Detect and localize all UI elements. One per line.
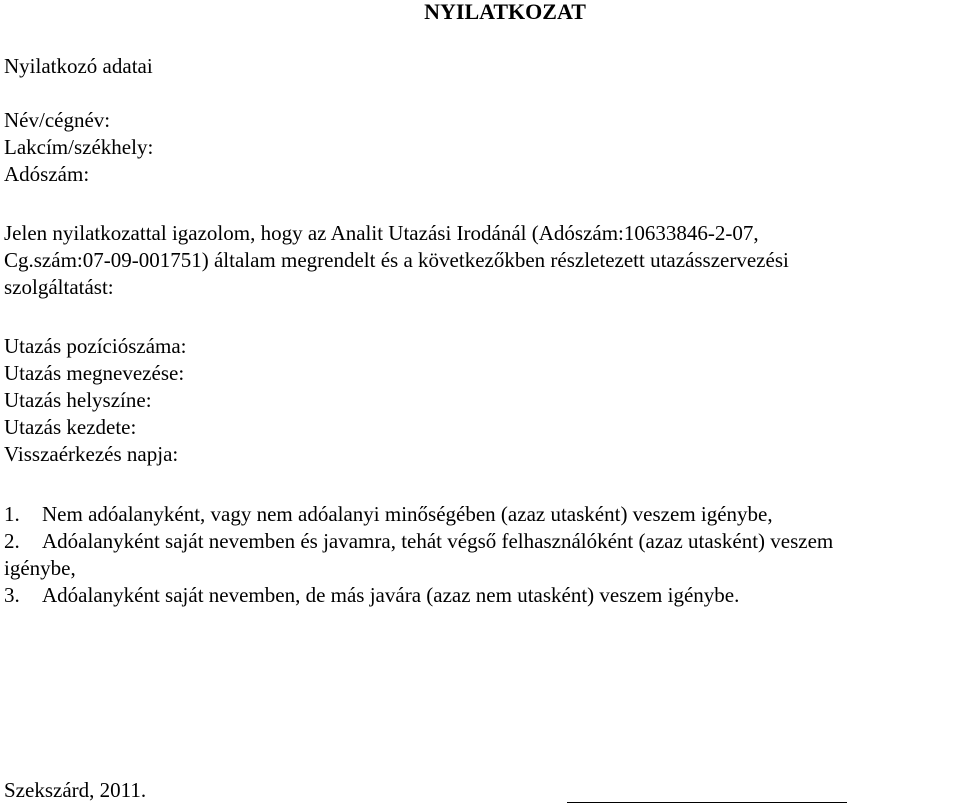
- place-and-date: Szekszárd, 2011.: [4, 778, 147, 802]
- trip-start-label: Utazás kezdete:: [4, 415, 137, 439]
- option-number: 2.: [4, 529, 20, 553]
- name-field-label: Név/cégnév:: [4, 108, 111, 132]
- statement-line-2: Cg.szám:07-09-001751) általam megrendelt és a következőkben részletezett utazásszervezési: [4, 248, 789, 272]
- option-text: Adóalanyként saját nevemben és javamra, tehát végső felhasználóként (azaz utasként) veszem: [42, 529, 834, 553]
- option-item-2: [4, 528, 833, 555]
- return-date-label: Visszaérkezés napja:: [4, 442, 179, 466]
- signature-line: [567, 802, 847, 803]
- document-title: NYILATKOZAT: [424, 0, 586, 24]
- option-item-3: [4, 582, 739, 609]
- option-number: 3.: [4, 583, 20, 607]
- option-item-1: [4, 501, 773, 528]
- trip-position-number-label: Utazás pozíciószáma:: [4, 334, 187, 358]
- address-field-label: Lakcím/székhely:: [4, 135, 154, 159]
- option-text: Nem adóalanyként, vagy nem adóalanyi minőségében (azaz utasként) veszem igénybe,: [42, 502, 773, 526]
- trip-name-label: Utazás megnevezése:: [4, 361, 185, 385]
- option-item-2-continuation: igénybe,: [4, 556, 76, 580]
- tax-number-field-label: Adószám:: [4, 162, 90, 186]
- trip-location-label: Utazás helyszíne:: [4, 388, 152, 412]
- declarant-heading: Nyilatkozó adatai: [4, 54, 153, 78]
- option-text: Adóalanyként saját nevemben, de más javára (azaz nem utasként) veszem igénybe.: [42, 583, 740, 607]
- statement-line-3: szolgáltatást:: [4, 275, 114, 299]
- statement-line-1: Jelen nyilatkozattal igazolom, hogy az Analit Utazási Irodánál (Adószám:10633846-2-07,: [4, 221, 759, 245]
- option-number: 1.: [4, 502, 20, 526]
